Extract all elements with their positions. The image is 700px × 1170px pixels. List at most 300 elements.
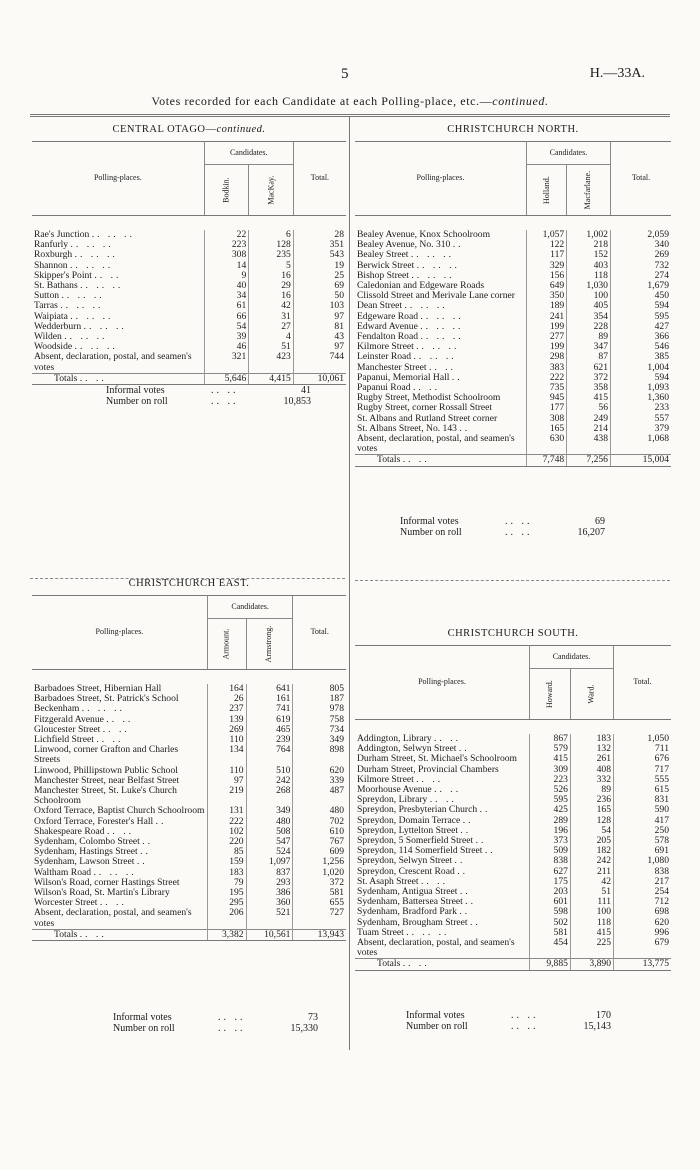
candidate-2-votes: 415	[570, 928, 613, 938]
polling-place-name: Manchester Street, near Belfast Street	[34, 774, 180, 786]
polling-place-name: Roxburgh	[34, 249, 73, 261]
leader-dots: .. ..	[94, 269, 122, 281]
total-votes: 217	[614, 877, 671, 887]
polling-place-name: Woodside	[34, 341, 73, 353]
total-votes: 1,679	[610, 281, 671, 291]
spacer-cell	[355, 216, 671, 231]
polling-place-name: Fendalton Road	[357, 331, 419, 343]
polling-place-name: Ranfurly	[34, 239, 69, 251]
running-head	[0, 94, 700, 109]
candidate-2-votes: 211	[570, 867, 613, 877]
polling-place-name: St. Asaph Street	[357, 875, 419, 887]
leader-dots: ..	[475, 835, 487, 847]
polling-place-name: Durham Street, St. Michael's Schoolroom	[357, 753, 518, 765]
grand-total: 10,061	[293, 373, 346, 384]
polling-place-name: Lichfield Street	[34, 734, 94, 746]
spacer-cell	[32, 216, 346, 231]
total-votes: 69	[293, 281, 346, 291]
total-votes: 655	[293, 898, 346, 908]
candidate-1-votes: 454	[529, 938, 570, 959]
candidate-1-votes: 177	[526, 403, 566, 413]
candidate-2-votes: 128	[570, 816, 613, 826]
candidate-2-votes: 100	[570, 907, 613, 917]
candidate-2-name: Macfarlane.	[583, 170, 593, 210]
polling-place-name: Fitzgerald Avenue	[34, 713, 104, 725]
total-votes: 543	[293, 250, 346, 260]
candidate-1-votes: 329	[526, 261, 566, 271]
leader-dots: ..	[469, 916, 481, 928]
leader-dots: .. .. ..	[416, 259, 460, 271]
leader-dots: .. ..	[218, 1023, 246, 1034]
candidate-1-votes: 308	[526, 414, 566, 424]
candidate-1-votes: 110	[207, 766, 246, 776]
candidate-2-votes: 87	[567, 352, 611, 362]
candidate-1-votes: 22	[204, 230, 249, 240]
polling-place-name: Leinster Road	[357, 351, 412, 363]
candidate-1-votes: 598	[529, 907, 570, 917]
christchurch-south-stats	[406, 1010, 611, 1032]
candidate-2-votes: 332	[570, 775, 613, 785]
polling-place-name: St. Albans and Rutland Street corner	[357, 412, 498, 424]
leader-dots: ..	[457, 865, 468, 877]
leader-dots: .. .. ..	[61, 290, 105, 302]
polling-place-name: Spreydon, Domain Terrace	[357, 814, 461, 826]
candidate-2-votes: 510	[246, 766, 293, 776]
totals-label: Totals	[54, 372, 78, 384]
candidate-1-votes: 219	[207, 786, 246, 806]
candidate-1-votes: 223	[529, 775, 570, 785]
candidate-1-votes: 9	[204, 271, 249, 281]
total-votes: 546	[610, 342, 671, 352]
candidate-1-votes: 66	[204, 312, 249, 322]
polling-place-name: Manchester Street	[357, 361, 427, 373]
informal-votes-value: 69	[595, 516, 605, 527]
candidate-1-votes: 97	[207, 776, 246, 786]
polling-place-name: Oxford Terrace, Forester's Hall	[34, 815, 154, 827]
polling-place-name: Moorhouse Avenue	[357, 784, 432, 796]
section-title-continued: continued.	[216, 124, 266, 135]
leader-dots: ..	[155, 815, 167, 827]
total-votes: 187	[293, 694, 346, 704]
candidate-2-votes: 42	[570, 877, 613, 887]
candidate-1-votes: 581	[529, 928, 570, 938]
candidate-1-total: 7,748	[526, 455, 566, 466]
leader-dots: ..	[459, 422, 471, 434]
candidate-2-votes: 1,002	[567, 230, 611, 240]
total-votes: 711	[614, 744, 671, 754]
total-votes: 838	[614, 867, 671, 877]
polling-place-name: Bishop Street	[357, 269, 409, 281]
candidate-2-votes: 837	[246, 868, 293, 878]
polling-place-name: Bealey Street	[357, 249, 409, 261]
candidate-2-votes: 349	[246, 806, 293, 816]
polling-place-cell	[32, 908, 207, 929]
informal-votes-value: 170	[596, 1010, 611, 1021]
candidate-2-votes: 261	[570, 754, 613, 764]
polling-place-name: Spreydon, Presbyterian Church	[357, 804, 478, 816]
polling-place-name: Spreydon, Selwyn Street	[357, 855, 453, 867]
candidate-1-votes: 735	[526, 383, 566, 393]
informal-votes-label: Informal votes	[406, 1010, 465, 1021]
candidate-1-votes: 277	[526, 332, 566, 342]
total-header: Total.	[614, 646, 671, 720]
candidate-2-total: 4,415	[249, 373, 294, 384]
candidate-1-name: Holland.	[541, 176, 551, 204]
candidates-header: Candidates.	[204, 142, 293, 165]
leader-dots: ..	[465, 896, 476, 908]
total-votes: 487	[293, 786, 346, 806]
candidate-2-votes: 4	[249, 332, 294, 342]
candidate-2-votes: 31	[249, 312, 294, 322]
candidate-2-votes: 249	[567, 414, 611, 424]
candidate-2-votes: 415	[567, 393, 611, 403]
polling-place-name: Wedderburn	[34, 320, 82, 332]
total-votes: 744	[293, 352, 346, 373]
polling-place-name: Rugby Street, Methodist Schoolroom	[357, 392, 501, 404]
totals-label: Totals	[377, 958, 401, 970]
section-christchurch-south	[355, 628, 671, 971]
number-on-roll-row	[406, 1021, 611, 1032]
number-on-roll-row	[106, 396, 311, 407]
total-votes: 417	[614, 816, 671, 826]
candidates-header: Candidates.	[526, 142, 610, 165]
table-row	[32, 352, 346, 373]
total-votes: 250	[614, 826, 671, 836]
christchurch-east-stats	[113, 1012, 318, 1034]
leader-dots: .. .. ..	[411, 269, 455, 281]
total-votes: 366	[610, 332, 671, 342]
candidate-2-votes: 89	[570, 785, 613, 795]
total-votes: 698	[614, 907, 671, 917]
candidate-1-votes: 26	[207, 694, 246, 704]
leader-dots: ..	[460, 824, 472, 836]
candidate-2-votes: 480	[246, 817, 293, 827]
total-votes: 269	[610, 250, 671, 260]
polling-place-name: Papanui Road	[357, 382, 411, 394]
candidate-1-votes: 350	[526, 291, 566, 301]
candidate-2-votes: 118	[567, 271, 611, 281]
candidate-2-votes: 547	[246, 837, 293, 847]
leader-dots: .. .. ..	[80, 280, 124, 292]
total-header: Total.	[293, 596, 346, 670]
top-rule-2	[30, 116, 670, 117]
candidate-1-votes: 159	[207, 857, 246, 867]
polling-places-header: Polling-places.	[355, 646, 529, 720]
table-row	[32, 745, 346, 765]
totals-row	[32, 373, 346, 384]
polling-place-name: Waltham Road	[34, 866, 92, 878]
leader-dots: ..	[459, 906, 471, 918]
number-on-roll-label: Number on roll	[113, 1023, 175, 1034]
leader-dots: ..	[484, 845, 496, 857]
leader-dots: .. ..	[420, 875, 448, 887]
leader-dots: .. ..	[96, 734, 124, 746]
section-title: CHRISTCHURCH EAST.	[128, 578, 250, 589]
leader-dots: .. .. ..	[93, 866, 137, 878]
grand-total: 13,775	[614, 959, 671, 970]
section-christchurch-east	[32, 578, 346, 941]
candidate-1-votes: 222	[526, 373, 566, 383]
candidate-2-name: MacKay.	[265, 175, 275, 205]
total-votes: 978	[293, 704, 346, 714]
candidate-2-votes: 423	[249, 352, 294, 373]
polling-place-name: Caledonian and Edgeware Roads	[357, 280, 485, 292]
leader-dots: .. ..	[106, 713, 134, 725]
total-votes: 996	[614, 928, 671, 938]
results-body	[32, 216, 346, 385]
candidate-2-votes: 128	[249, 240, 294, 250]
total-votes: 340	[610, 240, 671, 250]
total-votes: 676	[614, 754, 671, 764]
polling-place-cell	[355, 434, 526, 455]
candidate-1-votes: 526	[529, 785, 570, 795]
candidate-2-votes: 51	[570, 887, 613, 897]
leader-dots: .. .. ..	[69, 259, 114, 271]
leader-dots: .. ..	[416, 773, 444, 785]
total-votes: 590	[614, 805, 671, 815]
total-votes: 679	[614, 938, 671, 959]
polling-place-name: Sydenham, Antigua Street	[357, 886, 458, 898]
number-on-roll-value: 15,143	[583, 1021, 611, 1032]
candidate-1-votes: 164	[207, 684, 246, 694]
number-on-roll-label: Number on roll	[106, 396, 168, 407]
candidate-2-header	[246, 619, 293, 670]
leader-dots: .. .. ..	[416, 341, 460, 353]
table-row	[355, 938, 671, 959]
total-votes: 50	[293, 291, 346, 301]
polling-place-name: Addington, Selwyn Street	[357, 743, 457, 755]
candidate-2-votes: 465	[246, 725, 293, 735]
spacer-cell	[355, 720, 671, 735]
totals-label-cell	[355, 455, 526, 466]
candidate-2-votes: 54	[570, 826, 613, 836]
grand-total: 13,943	[293, 929, 346, 940]
candidate-1-total: 5,646	[204, 373, 249, 384]
leader-dots: .. ..	[511, 1021, 539, 1032]
candidate-1-votes: 165	[526, 424, 566, 434]
informal-votes-value: 41	[301, 385, 311, 396]
total-votes: 25	[293, 271, 346, 281]
total-votes: 43	[293, 332, 346, 342]
informal-votes-label: Informal votes	[400, 516, 459, 527]
candidate-2-votes: 152	[567, 250, 611, 260]
polling-place-name: Beckenham	[34, 703, 80, 715]
leader-dots: .. .. ..	[60, 300, 104, 312]
total-votes: 831	[614, 795, 671, 805]
polling-place-name: Addington, Library	[357, 733, 432, 744]
candidate-1-votes: 601	[529, 897, 570, 907]
column-divider-top	[349, 116, 350, 588]
results-table	[32, 141, 346, 385]
total-votes: 734	[293, 725, 346, 735]
polling-place-name: Shannon	[34, 259, 68, 271]
candidate-2-votes: 214	[567, 424, 611, 434]
polling-place-name: Manchester Street, St. Luke's Church Schoolroom	[34, 785, 177, 807]
polling-place-name: St. Albans Street, No. 143	[357, 422, 457, 434]
candidate-1-votes: 595	[529, 795, 570, 805]
polling-place-name: Barbadoes Street, Hibernian Hall	[34, 683, 162, 694]
leader-dots: .. ..	[99, 897, 127, 909]
polling-place-name: Gloucester Street	[34, 723, 101, 735]
candidate-2-votes: 5	[249, 261, 294, 271]
polling-place-cell	[355, 938, 529, 959]
total-votes: 28	[293, 230, 346, 240]
candidate-1-votes: 579	[529, 744, 570, 754]
candidate-1-votes: 509	[529, 846, 570, 856]
candidate-2-votes: 764	[246, 745, 293, 765]
leader-dots: ..	[142, 836, 153, 848]
candidate-1-votes: 321	[204, 352, 249, 373]
candidate-1-votes: 308	[204, 250, 249, 260]
polling-place-name: Shakespeare Road	[34, 825, 105, 837]
number-on-roll-label: Number on roll	[406, 1021, 468, 1032]
leader-dots: ..	[454, 855, 466, 867]
candidate-1-votes: 627	[529, 867, 570, 877]
number-on-roll-value: 15,330	[290, 1023, 318, 1034]
candidate-1-votes: 295	[207, 898, 246, 908]
leader-dots: .. .. ..	[70, 310, 114, 322]
polling-place-name: Sydenham, Bradford Park	[357, 906, 457, 918]
candidate-1-votes: 220	[207, 837, 246, 847]
candidate-2-votes: 293	[246, 878, 293, 888]
candidate-1-votes: 156	[526, 271, 566, 281]
candidate-2-votes: 100	[567, 291, 611, 301]
leader-dots: ..	[136, 856, 148, 868]
candidate-2-votes: 6	[249, 230, 294, 240]
candidate-1-votes: 309	[529, 765, 570, 775]
total-votes: 1,256	[293, 857, 346, 867]
candidate-2-header	[570, 669, 613, 720]
total-votes: 609	[293, 847, 346, 857]
polling-place-name: Linwood, Phillipstown Public School	[34, 764, 178, 776]
total-votes: 274	[610, 271, 671, 281]
polling-place-name: Bealey Avenue, Knox Schoolroom	[357, 229, 491, 240]
total-votes: 620	[614, 918, 671, 928]
total-votes: 427	[610, 322, 671, 332]
polling-place-name: Sydenham, Colombo Street	[34, 836, 140, 848]
candidate-2-name: Ward.	[586, 684, 596, 704]
total-votes: 610	[293, 827, 346, 837]
leader-dots: .. .. ..	[74, 341, 118, 353]
candidate-2-votes: 165	[570, 805, 613, 815]
candidate-2-votes: 403	[567, 261, 611, 271]
candidate-1-votes: 269	[207, 725, 246, 735]
totals-row	[32, 929, 346, 940]
leader-dots: .. .. ..	[83, 320, 127, 332]
spacer-row	[32, 216, 346, 231]
total-votes: 450	[610, 291, 671, 301]
total-votes: 81	[293, 322, 346, 332]
total-votes: 555	[614, 775, 671, 785]
total-votes: 767	[293, 837, 346, 847]
number-on-roll-value: 10,853	[283, 396, 311, 407]
polling-place-name: St. Bathans	[34, 280, 78, 292]
polling-place-cell	[32, 352, 204, 373]
leader-dots: .. .. ..	[420, 310, 464, 322]
informal-votes-row	[113, 1012, 318, 1023]
candidate-2-votes: 741	[246, 704, 293, 714]
polling-place-name: Absent, declaration, postal, and seamen's votes	[357, 937, 515, 959]
candidate-1-header	[526, 165, 566, 216]
candidate-1-name: Howard.	[544, 680, 554, 708]
leader-dots: ..	[452, 239, 464, 251]
candidate-2-votes: 225	[570, 938, 613, 959]
leader-dots: ..	[479, 804, 491, 816]
page-number: 5	[341, 66, 349, 82]
total-votes: 727	[293, 908, 346, 929]
polling-place-name: Wilson's Road, St. Martin's Library	[34, 887, 170, 899]
candidate-2-votes: 508	[246, 827, 293, 837]
leader-dots: .. .. ..	[74, 249, 118, 261]
total-header: Total.	[293, 142, 346, 216]
results-body	[355, 720, 671, 971]
polling-place-name: Skipper's Point	[34, 269, 92, 281]
total-votes: 379	[610, 424, 671, 434]
results-body	[355, 216, 671, 467]
candidate-1-votes: 196	[529, 826, 570, 836]
leader-dots: .. .. ..	[70, 239, 114, 251]
candidate-1-votes: 945	[526, 393, 566, 403]
polling-places-header: Polling-places.	[355, 142, 526, 216]
total-votes: 233	[610, 403, 671, 413]
candidate-1-votes: 102	[207, 827, 246, 837]
polling-place-name: Wilden	[34, 331, 62, 343]
candidate-2-votes: 183	[570, 734, 613, 744]
running-head-text: Votes recorded for each Candidate at each Polling-place, etc.—	[151, 94, 493, 108]
candidate-1-name: Armount.	[221, 628, 231, 660]
candidate-1-votes: 110	[207, 735, 246, 745]
total-votes: 712	[614, 897, 671, 907]
spacer-row	[355, 216, 671, 231]
grand-total: 15,004	[610, 455, 671, 466]
candidate-2-votes: 89	[567, 332, 611, 342]
candidate-2-votes: 111	[570, 897, 613, 907]
totals-label-cell	[355, 959, 529, 970]
candidates-header: Candidates.	[207, 596, 293, 619]
candidate-1-votes: 298	[526, 352, 566, 362]
section-title: CHRISTCHURCH NORTH.	[447, 124, 579, 135]
total-votes: 1,080	[614, 856, 671, 866]
polling-place-name: Sydenham, Brougham Street	[357, 916, 468, 928]
candidate-2-header	[567, 165, 611, 216]
total-votes: 339	[293, 776, 346, 786]
candidate-1-votes: 195	[207, 888, 246, 898]
polling-place-name: Sydenham, Hastings Street	[34, 846, 138, 858]
candidate-2-header	[249, 165, 294, 216]
polling-place-name: Dean Street	[357, 300, 403, 312]
total-votes: 557	[610, 414, 671, 424]
candidate-1-votes: 34	[204, 291, 249, 301]
candidate-2-name: Armstrong.	[264, 625, 274, 663]
leader-dots: .. .. ..	[420, 320, 464, 332]
candidate-1-total: 3,382	[207, 929, 246, 940]
totals-row	[355, 455, 671, 466]
leader-dots: .. ..	[511, 1010, 539, 1021]
candidate-2-total: 7,256	[567, 455, 611, 466]
total-votes: 717	[614, 765, 671, 775]
candidate-2-votes: 42	[249, 301, 294, 311]
candidate-2-votes: 408	[570, 765, 613, 775]
candidate-2-votes: 27	[249, 322, 294, 332]
polling-place-name: Absent, declaration, postal, and seamen's votes	[34, 907, 192, 929]
candidate-1-votes: 415	[529, 754, 570, 764]
total-header: Total.	[610, 142, 671, 216]
total-votes: 595	[610, 312, 671, 322]
leader-dots: ..	[140, 846, 151, 858]
candidate-1-votes: 199	[526, 342, 566, 352]
candidate-1-votes: 189	[526, 301, 566, 311]
candidate-2-votes: 29	[249, 281, 294, 291]
